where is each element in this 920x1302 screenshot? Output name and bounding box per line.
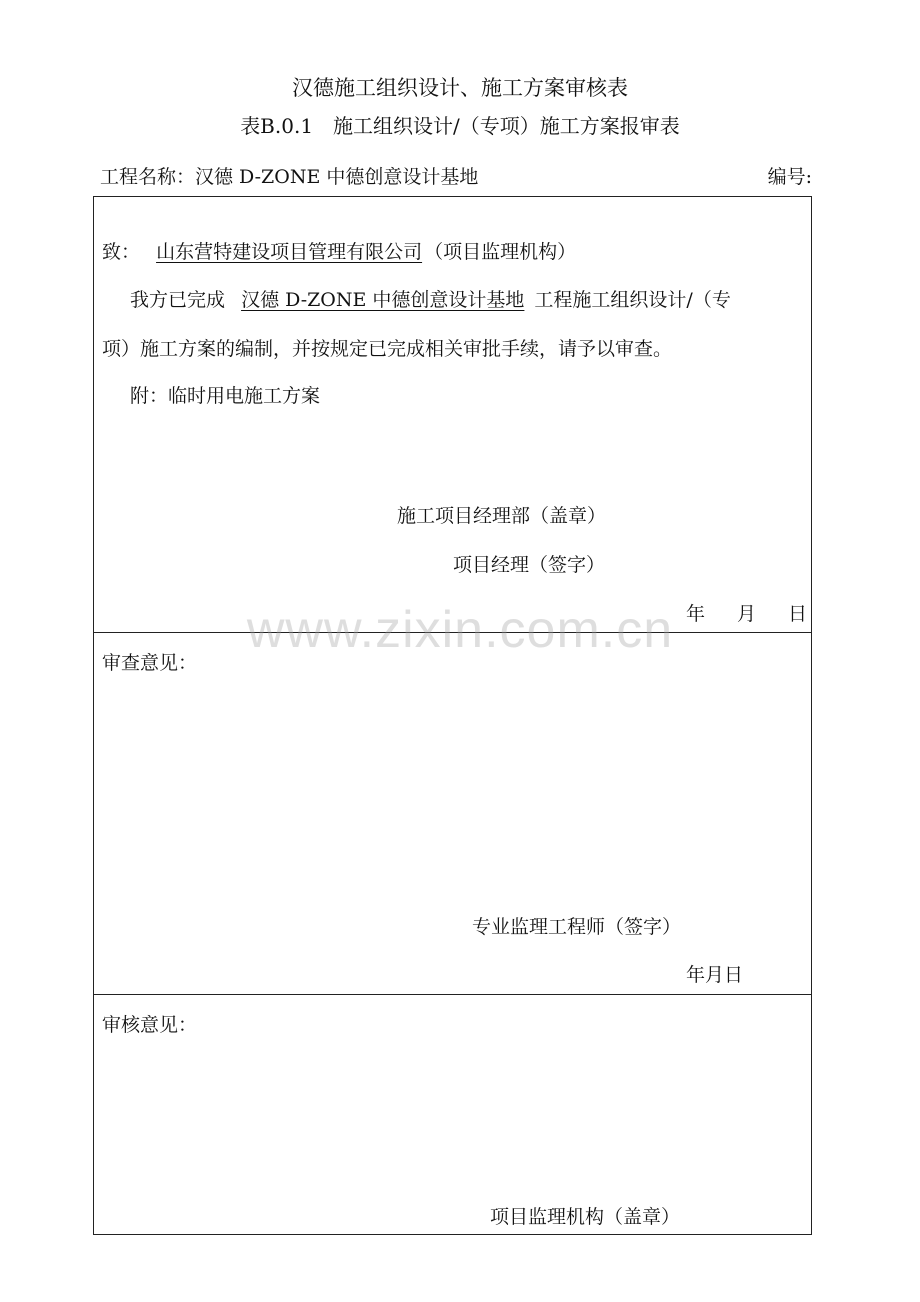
contractor-dept-stamp: 施工项目经理部（盖章） [397,505,607,527]
review-opinion-label: 审查意见： [102,652,198,674]
section-divider [93,994,812,995]
attachment-line: 附：临时用电施工方案 [130,385,321,407]
supervisor-org-name: 山东营特建设项目管理有限公司 [156,241,423,263]
project-name: 汉德 D-ZONE 中德创意设计基地 [195,166,479,188]
document-title: 汉德施工组织设计、施工方案审核表 [292,76,628,100]
review-date: 年月日 [686,964,744,986]
addressee-line [102,237,576,264]
date-year: 年 [686,603,706,625]
body-line1-rest: 工程施工组织设计/（专 [534,289,731,311]
date-day: 日 [788,603,808,625]
submission-body-line-2: 项）施工方案的编制，并按规定已完成相关审批手续，请予以审查。 [102,338,673,360]
date-month: 月 [737,603,757,625]
body-prefix: 我方已完成 [130,289,226,311]
project-label: 工程名称： [100,166,196,188]
audit-opinion-label: 审核意见： [102,1014,198,1036]
project-line [100,162,478,189]
project-manager-signature: 项目经理（签字） [453,554,606,576]
form-subtitle: 表B.0.1 施工组织设计/（专项）施工方案报审表 [240,114,680,138]
addressee-suffix: （项目监理机构） [424,241,577,263]
submission-body-line-1 [130,285,731,312]
serial-number-label: 编号: [767,166,812,188]
watermark: www.zixin.com.cn [246,601,674,659]
supervising-engineer-signature: 专业监理工程师（签字） [472,916,682,938]
addressee-label: 致： [102,241,141,263]
body-project-name: 汉德 D-ZONE 中德创意设计基地 [241,289,525,311]
supervisor-org-stamp: 项目监理机构（盖章） [490,1206,681,1228]
